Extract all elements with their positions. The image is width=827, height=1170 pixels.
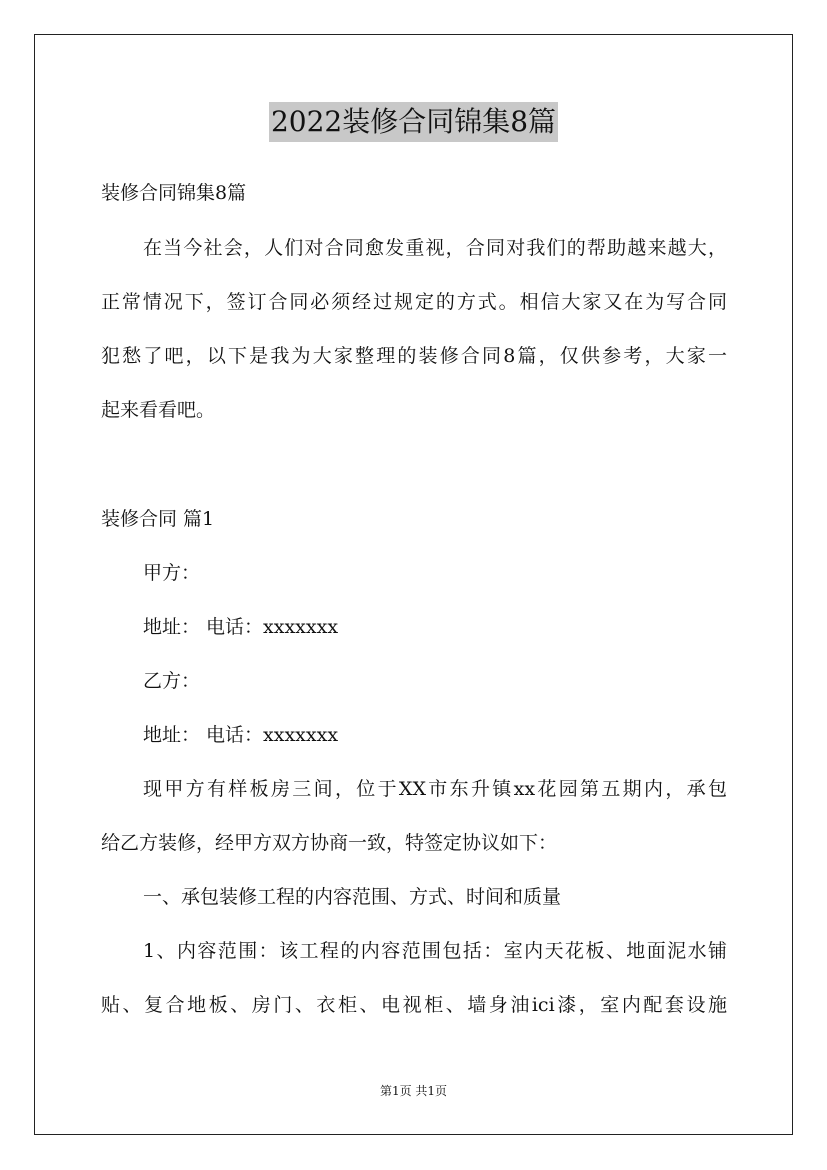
- page-footer: 第1页 共1页: [379, 1084, 448, 1098]
- document-subtitle: 装修合同锦集8篇: [101, 182, 247, 204]
- section-heading: 装修合同 篇1: [101, 508, 215, 530]
- body-line-5: 贴、复合地板、房门、衣柜、电视柜、墙身油ici漆，室内配套设施: [101, 994, 727, 1016]
- intro-line-1: 在当今社会，人们对合同愈发重视，合同对我们的帮助越来越大，: [143, 237, 727, 259]
- intro-line-4: 起来看看吧。: [101, 399, 216, 421]
- document-title: 2022装修合同锦集8篇: [269, 102, 558, 142]
- party-b-contact: 地址： 电话：xxxxxxx: [143, 724, 339, 746]
- body-line-4: 1、内容范围：该工程的内容范围包括：室内天花板、地面泥水铺: [143, 940, 727, 962]
- body-line-2: 给乙方装修，经甲方双方协商一致，特签定协议如下：: [101, 832, 558, 854]
- intro-line-3: 犯愁了吧，以下是我为大家整理的装修合同8篇，仅供参考，大家一: [101, 345, 727, 367]
- body-line-1: 现甲方有样板房三间，位于XX市东升镇xx花园第五期内，承包: [143, 778, 727, 800]
- title-container: [0, 102, 827, 142]
- party-a-contact: 地址： 电话：xxxxxxx: [143, 616, 339, 638]
- intro-line-2: 正常情况下，签订合同必须经过规定的方式。相信大家又在为写合同: [101, 291, 727, 313]
- party-a-label: 甲方：: [143, 562, 201, 584]
- body-line-3: 一、承包装修工程的内容范围、方式、时间和质量: [143, 886, 562, 908]
- party-b-label: 乙方：: [143, 670, 201, 692]
